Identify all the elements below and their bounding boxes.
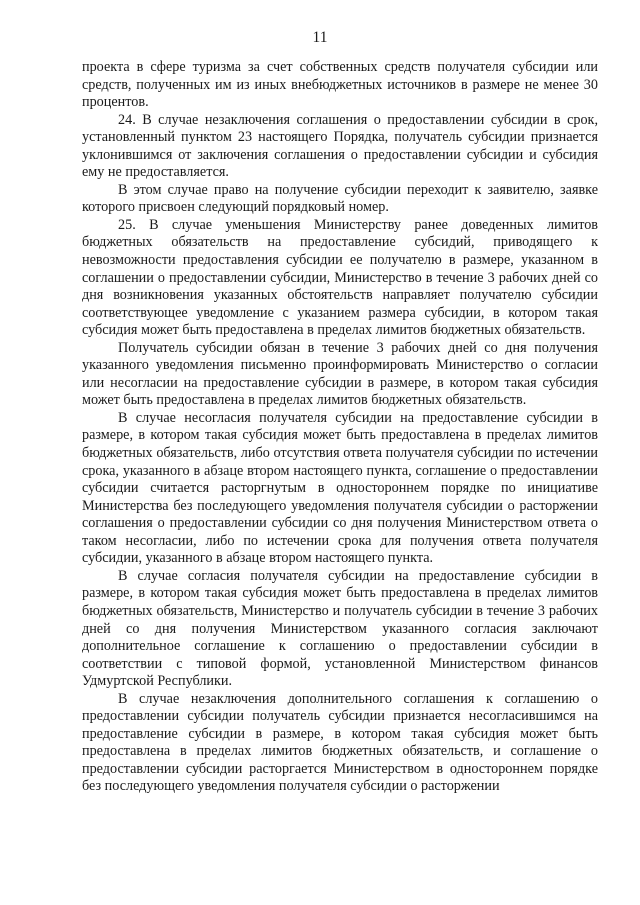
paragraph: Получатель субсидии обязан в течение 3 рабочих дней со дня получения указанного уведомления письменно проинформировать Министерство о согласии или несогласии на предоставление субсидии в размере, в котором такая субсидия может быть предоставлена в пределах лимитов бюджетных обязательств.	[82, 339, 598, 409]
document-body	[82, 59, 598, 796]
paragraph-continuation: проекта в сфере туризма за счет собственных средств получателя субсидии или средств, полученных им из иных внебюджетных источников в размере не менее 30 процентов.	[82, 59, 598, 111]
paragraph: В этом случае право на получение субсидии переходит к заявителю, заявке которого присвоен следующий порядковый номер.	[82, 181, 598, 216]
paragraph: В случае незаключения дополнительного соглашения к соглашению о предоставлении субсидии получатель субсидии признается несогласившимся на предоставление субсидии в размере, в котором такая субсидия может быть предоставлена в пределах лимитов бюджетных обязательств, и соглашение о предоставлении субсидии расторгается Министерством в одностороннем порядке без последующего уведомления получателя субсидии о расторжении	[82, 690, 598, 795]
page-number: 11	[312, 29, 328, 46]
paragraph-item-24: 24. В случае незаключения соглашения о предоставлении субсидии в срок, установленный пунктом 23 настоящего Порядка, получатель субсидии признается уклонившимся от заключения соглашения о предоставлении субсидии и субсидия ему не предоставляется.	[82, 111, 598, 181]
paragraph: В случае несогласия получателя субсидии на предоставление субсидии в размере, в котором такая субсидия может быть предоставлена в пределах лимитов бюджетных обязательств, либо отсутствия ответа получателя субсидии по истечении срока, указанного в абзаце втором настоящего пункта, соглашение о предоставлении субсидии считается расторгнутым в одностороннем порядке по инициативе Министерства без последующего уведомления получателя субсидии о расторжении соглашения о предоставлении субсидии со дня получения Министерством ответа о таком несогласии, либо по истечении срока для получения ответа получателя субсидии, указанного в абзаце втором настоящего пункта.	[82, 409, 598, 567]
paragraph-item-25: 25. В случае уменьшения Министерству ранее доведенных лимитов бюджетных обязательств на предоставление субсидий, приводящего к невозможности предоставления субсидии ее получателю в размере, указанном в соглашении о предоставлении субсидии, Министерство в течение 3 рабочих дней со дня возникновения указанных обстоятельств направляет получателю субсидии соответствующее уведомление с указанием размера субсидии, в котором такая субсидия может быть предоставлена в пределах лимитов бюджетных обязательств.	[82, 216, 598, 339]
paragraph: В случае согласия получателя субсидии на предоставление субсидии в размере, в котором такая субсидия может быть предоставлена в пределах лимитов бюджетных обязательств, Министерство и получатель субсидии в течение 3 рабочих дней со дня получения Министерством указанного согласия заключают дополнительное соглашение к соглашению о предоставлении субсидии в соответствии с типовой формой, установленной Министерством финансов Удмуртской Республики.	[82, 567, 598, 690]
